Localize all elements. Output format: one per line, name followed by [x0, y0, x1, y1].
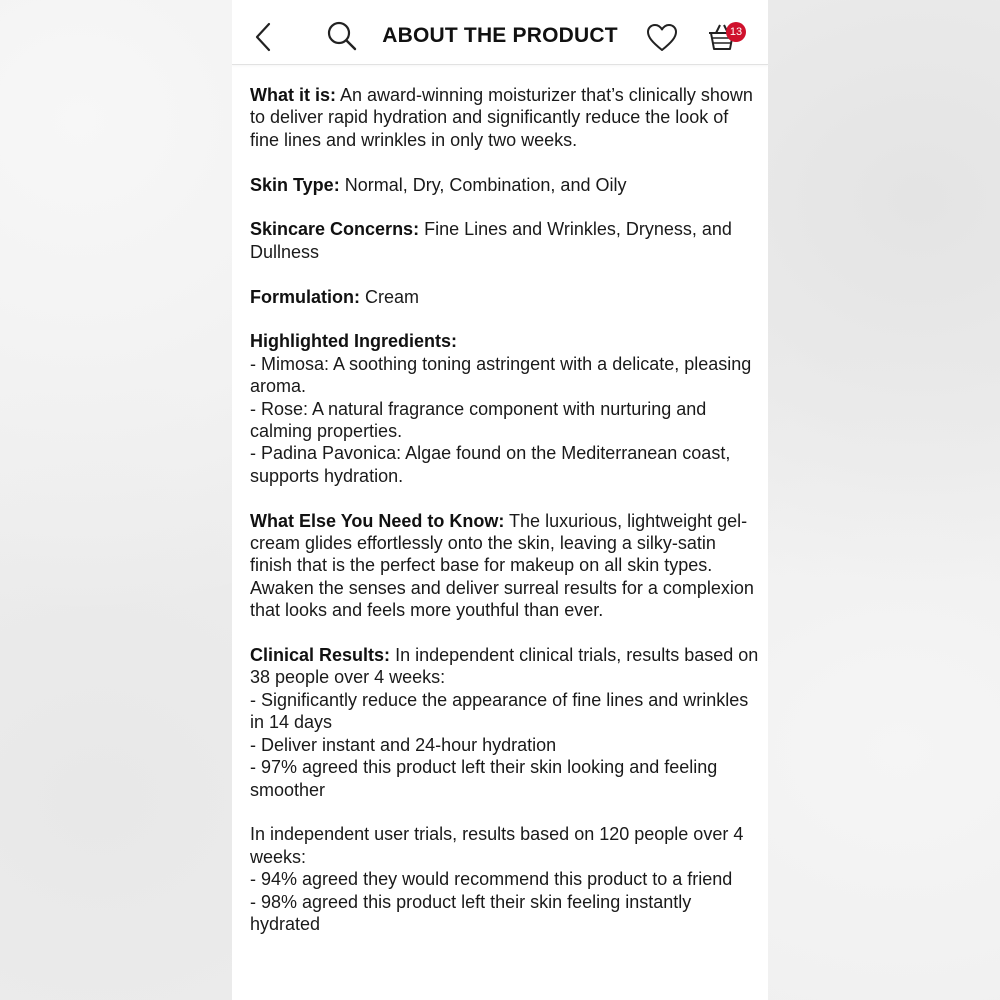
app-screen	[232, 0, 768, 1000]
search-icon	[326, 20, 358, 52]
clinical-results-section	[250, 644, 760, 801]
ingredient-item: - Padina Pavonica: Algae found on the Mediterranean coast, supports hydration.	[250, 443, 731, 486]
chevron-left-icon	[250, 20, 278, 54]
heart-icon	[646, 23, 678, 53]
favorite-button[interactable]	[646, 23, 678, 53]
top-nav-bar	[232, 0, 768, 65]
skin-type-section	[250, 174, 760, 196]
what-it-is-label: What it is:	[250, 85, 336, 105]
user-trial-item: - 94% agreed they would recommend this product to a friend	[250, 869, 733, 890]
page-title: ABOUT THE PRODUCT	[382, 24, 618, 47]
cart-count-badge: 13	[726, 22, 746, 42]
user-trial-item: - 98% agreed this product left their skin feeling instantly hydrated	[250, 891, 692, 934]
product-details	[250, 84, 760, 958]
formulation-section	[250, 286, 760, 308]
clinical-results-label: Clinical Results:	[250, 645, 391, 666]
clinical-result-item: - Deliver instant and 24-hour hydration	[250, 734, 557, 755]
what-else-label: What Else You Need to Know:	[250, 510, 505, 531]
what-else-text: The luxurious, lightweight gel-cream glides effortlessly onto the skin, leaving a silky-satin finish that is the perfect base for makeup on all skin types. Awaken the senses and deliver surreal results for a complexion that looks and feels more youthful than ever.	[250, 510, 754, 621]
highlighted-ingredients-label: Highlighted Ingredients:	[250, 331, 457, 352]
formulation-label: Formulation:	[250, 286, 360, 307]
what-it-is-text: An award-winning moisturizer that’s clinically shown to deliver rapid hydration and significantly reduce the look of fine lines and wrinkles in only two weeks.	[250, 85, 753, 150]
clinical-result-item: - 97% agreed this product left their skin looking and feeling smoother	[250, 757, 718, 800]
back-button[interactable]	[250, 20, 278, 54]
what-it-is-section	[250, 84, 760, 151]
user-trials-section	[250, 823, 760, 935]
skincare-concerns-text: Fine Lines and Wrinkles, Dryness, and Dullness	[250, 219, 732, 262]
clinical-result-item: - Significantly reduce the appearance of fine lines and wrinkles in 14 days	[250, 689, 749, 733]
highlighted-ingredients-section	[250, 330, 760, 487]
what-else-section	[250, 510, 760, 622]
search-button[interactable]	[326, 20, 358, 52]
skincare-concerns-section	[250, 218, 760, 263]
skin-type-text: Normal, Dry, Combination, and Oily	[344, 174, 627, 195]
ingredient-item: - Mimosa: A soothing toning astringent with a delicate, pleasing aroma.	[250, 353, 752, 397]
skin-type-label: Skin Type:	[250, 174, 340, 195]
clinical-results-text: In independent clinical trials, results based on 38 people over 4 weeks:	[250, 645, 759, 688]
user-trials-text: In independent user trials, results based on 120 people over 4 weeks:	[250, 824, 744, 867]
ingredient-item: - Rose: A natural fragrance component with nurturing and calming properties.	[250, 398, 707, 442]
formulation-text: Cream	[365, 286, 420, 307]
skincare-concerns-label: Skincare Concerns:	[250, 219, 420, 240]
